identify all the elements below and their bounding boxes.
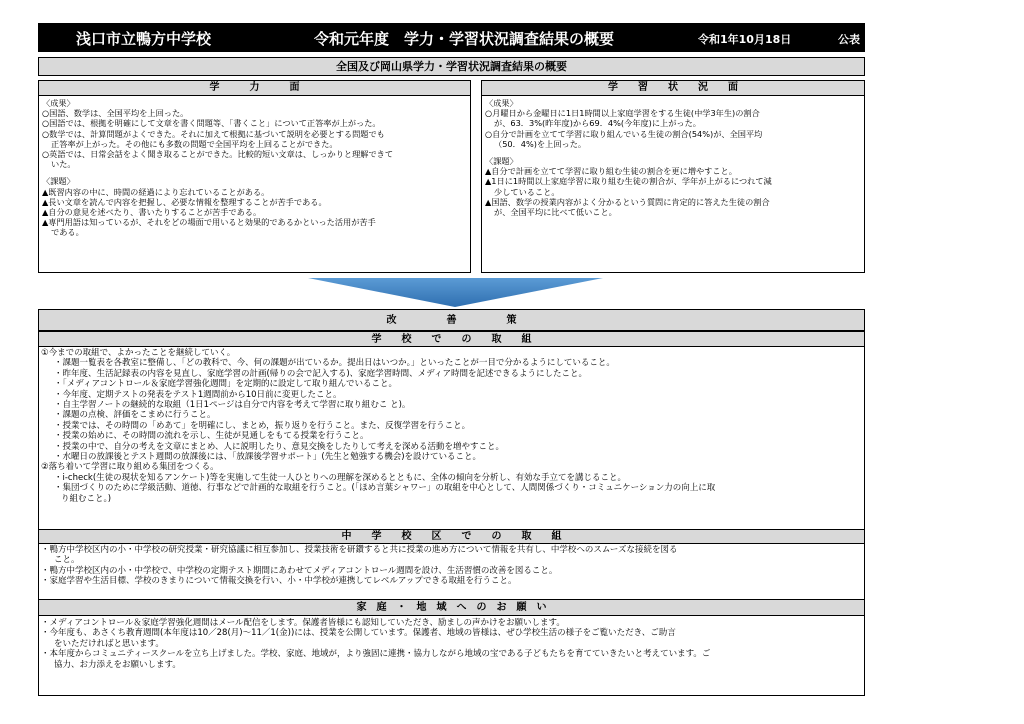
- school-item: ①今までの取組で、よかったことを継続していく。: [41, 348, 236, 358]
- learning-issue-3: ▲国語、数学の授業内容がよく分かるという質問に肯定的に答えた生徒の割合: [485, 196, 770, 207]
- home-item: をいただければと思います。: [54, 638, 164, 649]
- improvement-heading: 改 善 策: [38, 309, 865, 331]
- school-efforts-list: [41, 348, 861, 504]
- school-item: ・「メディアコントロール＆家庭学習強化週間」を定期的に設定して取り組んでいること。: [54, 379, 397, 390]
- home-item: ・今年度も、あさくち教育週間(本年度は10／28(月)～11／1(金))には、授業を公開しています。保護者、地域の皆様は、ぜひ学校生活の様子をご覧いただき、ご助言: [41, 628, 676, 639]
- learning-result-2: ○自分で計画を立てて学習に取り組んでいる生徒の割合(54%)が、全国平均: [485, 128, 763, 139]
- school-efforts-heading: 学 校 で の 取 組: [38, 331, 865, 347]
- learning-result-2-cont: （50．4%)を上回った。: [494, 138, 587, 149]
- district-item: ・鴨方中学校区内の小・中学校の研究授業・研究協議に相互参加し、授業技術を研鑽すると共に授業の進め方について情報を共有し、中学校へのスムーズな接続を図る: [41, 545, 678, 555]
- learning-content: [482, 96, 864, 219]
- academic-result-4-cont: いた。: [51, 159, 76, 170]
- school-item: ・i-check(生徒の現状を知るアンケート)等を実施して生徒一人ひとりへの理解を深めるとともに、全体の傾向を分析し、有効な手立てを講じること。: [54, 472, 626, 483]
- academic-issue-2: ▲長い文章を読んで内容を把握し、必要な情報を整理することが苦手である。: [42, 196, 327, 207]
- learning-result-1-cont: が、63．3%(昨年度)から69．4%(今年度)に上がった。: [494, 118, 701, 129]
- school-item: ・集団づくりのために学級活動、道徳、行事などで計画的な取組を行うこと。(「ほめ言葉シャワー」の取組を中心として、人間関係づくり・コミュニケーション力の向上に取: [54, 483, 716, 494]
- academic-box: [38, 80, 471, 273]
- home-community-heading: 家 庭 ・ 地 域 へ の お 願 い: [38, 599, 865, 616]
- learning-issue-2-cont: 少していること。: [494, 186, 560, 197]
- learning-issue-1: ▲自分で計画を立てて学習に取り組む生徒の割合を更に増やすこと。: [485, 166, 737, 177]
- school-item: ・水曜日の放課後とテスト週間の放課後には、「放課後学習サポート」(先生と勉強する機会)を設けていること。: [54, 452, 482, 463]
- document-title: 令和元年度 学力・学習状況調査結果の概要: [314, 30, 615, 48]
- academic-heading: 学 力 面: [39, 81, 470, 96]
- learning-issue-3-cont: が、全国平均に比べて低いこと。: [494, 207, 617, 218]
- district-item: ・家庭学習や生活目標、学校のきまりについて情報交換を行い、小・中学校が連携してレベルアップできる取組を行うこと。: [41, 576, 517, 587]
- district-item: こと。: [54, 555, 80, 566]
- academic-issue-3: ▲自分の意見を述べたり、書いたりすることが苦手である。: [42, 207, 262, 218]
- academic-result-3-cont: 正答率が上がった。その他にも多数の問題で全国平均を上回ることができた。: [51, 138, 338, 149]
- academic-result-2: ○国語では、根拠を明確にして文章を書く問題等、「書くこと」について正答率が上がった。: [42, 118, 381, 129]
- home-item: ・本年度からコミュニティースクールを立ち上げました。学校、家庭、地域が，より強固に連携・協力しながら地域の宝である子どもたちを育てていきたいと考えています。ご: [41, 649, 711, 660]
- document-header: [38, 23, 865, 52]
- school-item: ・自主学習ノートの継続的な取組（1日1ページは自分で内容を考えて学習に取り組むこ と)。: [54, 400, 411, 411]
- academic-result-1: ○国語、数学は、全国平均を上回った。: [42, 108, 189, 119]
- academic-issue-1: ▲既習内容の中に、時間の経過により忘れていることがある。: [42, 186, 270, 197]
- results-label: 〈成果〉: [42, 98, 75, 108]
- school-item: ・昨年度、生活記録表の内容を見直し、家庭学習の計画(帰りの会で記入する)、家庭学習時間、メディア時間を記述できるようにしたこと。: [54, 368, 587, 379]
- school-item: ・授業の中で、自分の考えを文章にまとめ、人に説明したり、意見交換をしたりして考えを深める活動を増やすこと。: [54, 441, 504, 452]
- issues-label: 〈課題〉: [42, 176, 75, 187]
- results-label: 〈成果〉: [485, 98, 518, 108]
- learning-issue-2: ▲1日に1時間以上家庭学習に取り組む生徒の割合が、学年が上がるにつれて減: [485, 176, 772, 187]
- academic-result-4: ○英語では、日常会話をよく聞き取ることができた。比較的短い文章は、しっかりと理解できて: [42, 149, 394, 160]
- school-item: り組むこと。): [61, 493, 112, 504]
- summary-bar: 全国及び岡山県学力・学習状況調査結果の概要: [38, 57, 865, 76]
- home-item: 協力、お力添えをお願いします。: [54, 659, 181, 670]
- district-efforts-list: [41, 545, 861, 587]
- school-item: ・授業では、その時間の「めあて」を明確にし、まとめ，振り返りを行うこと。また、反復学習を行うこと。: [54, 420, 471, 431]
- school-item: ・授業の始めに、その時間の流れを示し、生徒が見通しをもてる授業を行うこと。: [54, 431, 369, 442]
- school-item: ・課題の点検、評価をこまめに行うこと。: [54, 410, 216, 421]
- issues-label: 〈課題〉: [485, 156, 518, 167]
- learning-result-1: ○月曜日から金曜日に1日1時間以上家庭学習をする生徒(中学3年生)の割合: [485, 108, 760, 119]
- learning-box: [481, 80, 865, 273]
- academic-issue-4-cont: である。: [51, 227, 84, 238]
- academic-result-3: ○数学では、計算問題がよくできた。それに加えて根拠に基づいて説明を必要とする問題でも: [42, 128, 385, 139]
- academic-content: [39, 96, 470, 240]
- home-item: ・メディアコントロール＆家庭学習強化週間はメール配信をします。保護者皆様にも認知していただき、励ましの声かけをお願いします。: [41, 618, 565, 628]
- school-item: ・課題一覧表を各教室に整備し、「どの教科で、今、何の課題が出ているか。提出日はいつか。」といったことが一目で分かるようにしていること。: [54, 358, 615, 369]
- school-item: ・今年度、定期テストの発表をテスト1週間前から10日前に変更したこと。: [54, 389, 342, 400]
- district-item: ・鴨方中学校区内の小・中学校で、中学校の定期テスト期間にあわせてメディアコントロール週間を設け、生活習慣の改善を図ること。: [41, 565, 558, 576]
- learning-heading: 学 習 状 況 面: [482, 81, 864, 96]
- publish-date: 令和1年10月18日: [698, 33, 792, 46]
- down-arrow-icon: [308, 278, 603, 308]
- home-community-list: [41, 618, 861, 670]
- academic-issue-4: ▲専門用語は知っているが、それをどの場面で用いると効果的であるかといった活用が苦手: [42, 217, 376, 228]
- publish-label: 公表: [838, 33, 860, 46]
- school-name: 浅口市立鴨方中学校: [76, 30, 212, 48]
- school-item: ②落ち着いて学習に取り組める集団をつくる。: [41, 462, 219, 473]
- district-efforts-heading: 中 学 校 区 で の 取 組: [38, 529, 865, 544]
